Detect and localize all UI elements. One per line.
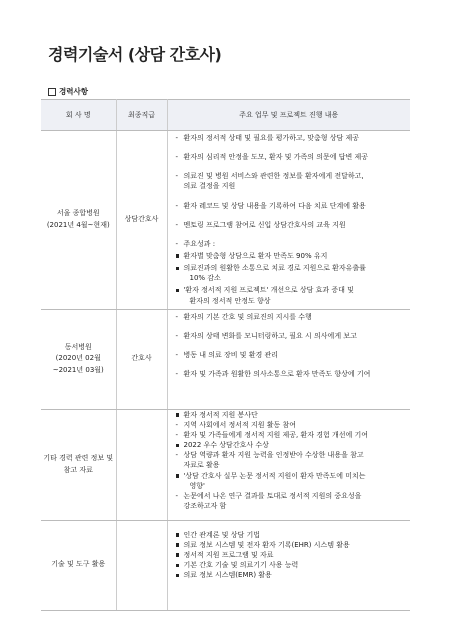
duty-item xyxy=(176,440,411,450)
duty-line xyxy=(176,296,411,306)
duty-line xyxy=(176,420,411,430)
company-line: (2020년 02월 xyxy=(55,354,101,363)
duty-item xyxy=(176,530,411,540)
company-line: (2021년 4월~현재) xyxy=(46,220,110,229)
duty-text: 멘토링 프로그램 참여로 신입 상담간호사의 교육 지원 xyxy=(183,220,346,229)
square-bullet xyxy=(176,289,180,293)
duty-line xyxy=(176,471,411,481)
dash-bullet-icon: - xyxy=(175,420,179,429)
square-bullet-icon xyxy=(176,540,184,550)
company-line: 참고 자료 xyxy=(63,465,93,474)
table-row xyxy=(41,520,410,610)
duty-line xyxy=(176,450,411,460)
duty-text: 환자의 상태 변화를 모니터링하고, 필요 시 의사에게 보고 xyxy=(183,331,357,340)
checkbox-icon xyxy=(48,88,56,96)
duty-item xyxy=(176,220,411,230)
duty-item xyxy=(176,239,411,249)
dash-bullet-icon: - xyxy=(175,350,179,359)
duty-text: 자료로 활용 xyxy=(183,461,220,470)
duty-line xyxy=(176,350,411,360)
duty-item xyxy=(176,410,411,420)
square-bullet xyxy=(176,254,180,258)
duty-item xyxy=(176,350,411,360)
duty-line xyxy=(176,181,411,191)
section-title: 경력사항 xyxy=(59,87,88,96)
duty-line xyxy=(176,220,411,230)
duty-text: 지역 사회에서 정서적 지원 활동 참여 xyxy=(183,420,297,429)
square-bullet-icon xyxy=(176,410,184,420)
duty-text: '상담 간호사 실무 논문 정서적 지원이 환자 만족도에 미치는 xyxy=(183,471,366,480)
duty-line xyxy=(176,312,411,322)
duty-text: 영향' xyxy=(189,481,205,490)
duty-item xyxy=(176,152,411,162)
company-cell xyxy=(41,409,116,520)
duty-text: 10% 감소 xyxy=(189,274,221,283)
header-company: 회 사 명 xyxy=(41,100,116,131)
duty-item xyxy=(176,471,411,491)
duty-line xyxy=(176,263,411,273)
square-bullet xyxy=(176,413,180,417)
company-cell xyxy=(41,520,116,610)
duty-line xyxy=(176,530,411,540)
square-bullet xyxy=(176,267,180,271)
table-row xyxy=(41,309,410,409)
company-line: 동서병원 xyxy=(64,342,92,351)
square-bullet-icon xyxy=(176,570,184,580)
dash-bullet-icon: - xyxy=(175,220,179,229)
duty-item xyxy=(176,171,411,191)
duty-line xyxy=(176,331,411,341)
duty-item xyxy=(176,201,411,211)
dash-bullet-icon: - xyxy=(175,201,179,210)
square-bullet xyxy=(176,533,180,537)
duties-cell xyxy=(167,131,410,310)
square-bullet-icon xyxy=(176,263,184,273)
square-bullet-icon xyxy=(176,560,184,570)
duty-text: 의료 결정을 지원 xyxy=(183,182,236,191)
table-row xyxy=(41,131,410,310)
dash-bullet-icon: - xyxy=(175,153,179,162)
duty-item xyxy=(176,430,411,440)
duty-text: 환자의 기본 간호 및 의료진의 지시를 수행 xyxy=(183,312,312,321)
duty-item xyxy=(176,251,411,261)
company-cell xyxy=(41,131,116,310)
dash-bullet-icon: - xyxy=(175,239,179,248)
rank-cell: 상담간호사 xyxy=(116,131,167,310)
duty-line xyxy=(176,133,411,143)
duty-line xyxy=(176,171,411,181)
duty-text: 논문에서 나온 연구 결과를 토대로 정서적 지원의 중요성을 xyxy=(183,491,362,500)
company-cell xyxy=(41,309,116,409)
square-bullet xyxy=(176,444,180,448)
rank-cell xyxy=(116,409,167,520)
duty-text: 환자 정서적 지원 봉사단 xyxy=(183,410,258,419)
square-bullet xyxy=(176,553,180,557)
duty-text: 병동 내 의료 장비 및 환경 관리 xyxy=(183,350,278,359)
duty-text: 2022 우수 상담간호사 수상 xyxy=(183,441,269,450)
dash-bullet-icon: - xyxy=(175,430,179,439)
duty-text: 의료 정보 시스템(EMR) 활용 xyxy=(183,571,272,580)
duty-line xyxy=(176,560,411,570)
company-line: 기타 경력 관련 정보 및 xyxy=(43,454,114,463)
duty-line xyxy=(176,430,411,440)
duty-text: 강조하고자 함 xyxy=(183,501,227,510)
rank-cell xyxy=(116,520,167,610)
duty-item xyxy=(176,133,411,143)
duty-item xyxy=(176,570,411,580)
dash-bullet-icon: - xyxy=(175,491,179,500)
duty-item xyxy=(176,263,411,283)
duty-text: 환자의 심리적 안정을 도모, 환자 및 가족의 의문에 답변 제공 xyxy=(183,153,369,162)
duty-item xyxy=(176,560,411,570)
duties-cell xyxy=(167,409,410,520)
duty-line xyxy=(176,460,411,470)
duty-text: '환자 정서적 지원 프로젝트' 개선으로 상담 효과 증대 및 xyxy=(183,286,354,295)
duty-line xyxy=(176,152,411,162)
duty-line xyxy=(176,570,411,580)
duty-line xyxy=(176,239,411,249)
dash-bullet-icon: - xyxy=(175,172,179,181)
square-bullet-icon xyxy=(176,251,184,261)
duty-item xyxy=(176,285,411,305)
square-bullet-icon xyxy=(176,285,184,295)
duty-text: 환자별 맞춤형 상담으로 환자 만족도 90% 유지 xyxy=(183,251,328,260)
duty-item xyxy=(176,420,411,430)
duty-text: 환자의 정서적 안정도 향상 xyxy=(189,296,271,305)
duties-cell xyxy=(167,309,410,409)
dash-bullet-icon: - xyxy=(175,134,179,142)
duty-line xyxy=(176,491,411,501)
dash-bullet-icon: - xyxy=(175,370,179,379)
duty-text: 의료진과의 원활한 소통으로 치료 경로 지원으로 환자유출률 xyxy=(183,264,366,273)
square-bullet-icon xyxy=(176,440,184,450)
rank-cell: 간호사 xyxy=(116,309,167,409)
header-duties: 주요 업무 및 프로젝트 진행 내용 xyxy=(167,100,410,131)
square-bullet xyxy=(176,474,180,478)
page-title: 경력기술서 (상담 간호사) xyxy=(48,45,222,64)
duty-item xyxy=(176,312,411,322)
table-row xyxy=(41,409,410,520)
duty-item xyxy=(176,450,411,470)
dash-bullet-icon: - xyxy=(175,451,179,460)
duty-text: 의료 정보 시스템 및 전자 환자 기록(EHR) 시스템 활용 xyxy=(183,540,350,549)
career-table xyxy=(41,99,410,611)
square-bullet xyxy=(176,543,180,547)
duty-text: 인간 관계론 및 상담 기법 xyxy=(183,530,261,539)
duty-text: 환자 및 가족과 원활한 의사소통으로 환자 만족도 향상에 기여 xyxy=(183,370,371,379)
dash-bullet-icon: - xyxy=(175,331,179,340)
duty-line xyxy=(176,410,411,420)
duty-text: 환자의 정서적 상태 및 필요를 평가하고, 맞춤형 상담 제공 xyxy=(183,134,360,142)
duty-line xyxy=(176,550,411,560)
dash-bullet-icon: - xyxy=(175,312,179,321)
square-bullet xyxy=(176,564,180,568)
duty-text: 주요성과 : xyxy=(183,239,216,248)
square-bullet-icon xyxy=(176,471,184,481)
duty-item xyxy=(176,331,411,341)
duty-line xyxy=(176,201,411,211)
duty-line xyxy=(176,501,411,511)
duty-text: 환자 및 가족들에게 정서적 지원 제공, 환자 경험 개선에 기여 xyxy=(183,430,369,439)
section-header xyxy=(48,86,88,97)
duty-line xyxy=(176,540,411,550)
duty-line xyxy=(176,440,411,450)
duty-text: 기본 간호 기술 및 의료기기 사용 능력 xyxy=(183,561,299,570)
duty-line xyxy=(176,481,411,491)
duty-line xyxy=(176,369,411,379)
company-line: 기술 및 도구 활용 xyxy=(51,560,106,569)
table-header-row xyxy=(41,100,410,131)
duty-text: 상담 역량과 환자 지원 능력을 인정받아 수상한 내용을 참고 xyxy=(183,451,364,460)
duty-item xyxy=(176,540,411,550)
duty-item xyxy=(176,550,411,560)
duty-item xyxy=(176,491,411,511)
duty-text: 정서적 지원 프로그램 및 자료 xyxy=(183,550,274,559)
duty-line xyxy=(176,273,411,283)
square-bullet xyxy=(176,574,180,578)
duty-text: 의료진 및 병원 서비스와 관련한 정보를 환자에게 전달하고, xyxy=(183,172,364,181)
duties-cell xyxy=(167,520,410,610)
square-bullet-icon xyxy=(176,530,184,540)
square-bullet-icon xyxy=(176,550,184,560)
duty-line xyxy=(176,251,411,261)
duty-text: 환자 레코드 및 상담 내용을 기록하여 다음 치료 단계에 활용 xyxy=(183,201,366,210)
duty-line xyxy=(176,285,411,295)
duty-item xyxy=(176,369,411,379)
company-line: ~2021년 03월) xyxy=(52,365,104,374)
header-rank: 최종직급 xyxy=(116,100,167,131)
company-line: 서울 종합병원 xyxy=(56,209,100,218)
